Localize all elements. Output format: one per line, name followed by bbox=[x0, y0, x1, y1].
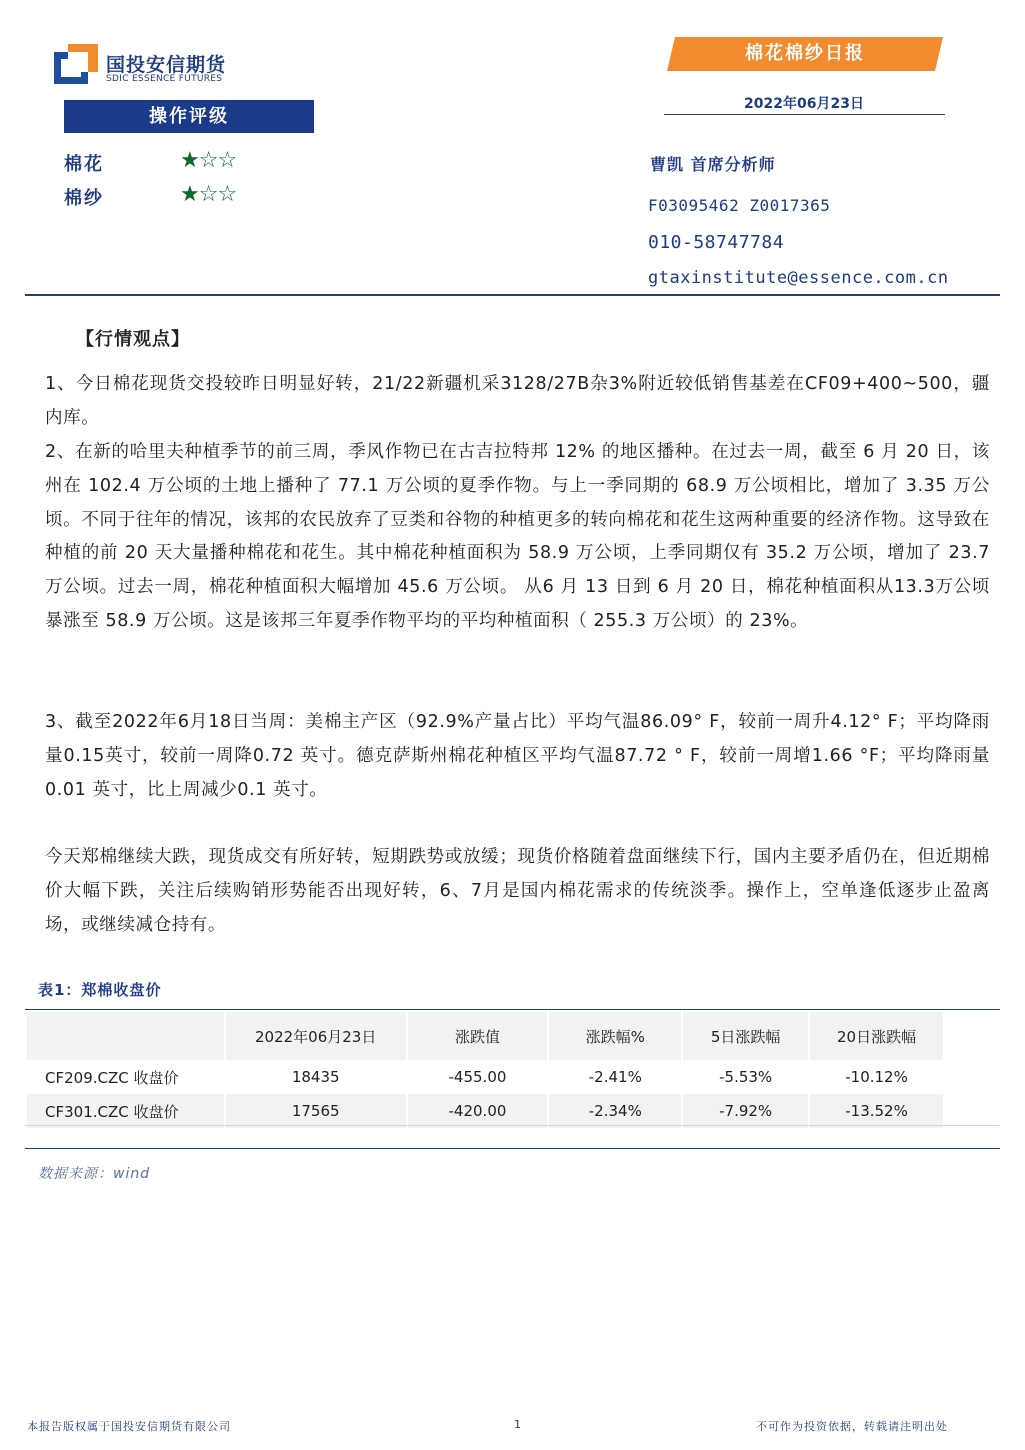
table-cell: CF301.CZC 收盘价 bbox=[27, 1094, 225, 1128]
table-header-row bbox=[27, 1012, 944, 1060]
company-logo-icon bbox=[54, 44, 98, 84]
star-rating-icon: ★☆☆ bbox=[180, 148, 237, 173]
table-header: 2022年06月23日 bbox=[225, 1012, 407, 1060]
section-heading: 【行情观点】 bbox=[76, 329, 190, 350]
rating-row-yarn bbox=[64, 184, 264, 210]
table-cell: 17565 bbox=[225, 1094, 407, 1128]
table-cell: -10.12% bbox=[809, 1060, 944, 1094]
paragraph-2: 2、在新的哈里夫种植季节的前三周，季风作物已在古吉拉特邦 12% 的地区播种。在过去一周，截至 6 月 20 日，该州在 102.4 万公顷的土地上播种了 77.1 万公顷的夏季作物。与上一季同期的 68.9 万公顷相比，增加了 3.35 万公顷。不同于往年的情况，该邦的农民放弃了豆类和谷物的种植更多的转向棉花和花生这两种重要的经济作物。这导致在种植的前 20 天大量播种棉花和花生。其中棉花种植面积为 58.9 万公顷，上季同期仅有 35.2 万公顷，增加了 23.7 万公顷。过去一周，棉花种植面积大幅增加 45.6 万公顷。 从6 月 13 日到 6 月 20 日，棉花种植面积从13.3万公顷暴涨至 58.9 万公顷。这是该邦三年夏季作物平均的平均种植面积（ 255.3 万公顷）的 23%。 bbox=[45, 442, 990, 631]
report-title: 棉花棉纱日报 bbox=[745, 43, 865, 64]
report-date: 2022年06月23日 bbox=[744, 96, 864, 112]
table-row bbox=[27, 1094, 944, 1128]
price-table bbox=[27, 1012, 945, 1128]
table-cell: 18435 bbox=[225, 1060, 407, 1094]
table-cell: CF209.CZC 收盘价 bbox=[27, 1060, 225, 1094]
paragraph-1: 1、今日棉花现货交投较昨日明显好转，21/22新疆机采3128/27B杂3%附近较低销售基差在CF09+400~500，疆内库。 bbox=[45, 374, 990, 428]
table-header bbox=[27, 1012, 225, 1060]
table-cell: -2.34% bbox=[548, 1094, 682, 1128]
analyst-name: 曹凯 首席分析师 bbox=[650, 155, 776, 174]
table-cell: -455.00 bbox=[407, 1060, 549, 1094]
rating-row-cotton bbox=[64, 150, 264, 176]
paragraph-3: 3、截至2022年6月18日当周：美棉主产区（92.9%产量占比）平均气温86.09° F，较前一周升4.12° F；平均降雨量0.15英寸，较前一周降0.72 英寸。德克萨斯州棉花种植区平均气温87.72 ° F，较前一周增1.66 °F；平均降雨量0.01 英寸，比上周减少0.1 英寸。 bbox=[45, 712, 990, 800]
table-top-rule bbox=[25, 1009, 1000, 1010]
rating-title: 操作评级 bbox=[64, 100, 314, 133]
table-cell: -5.53% bbox=[682, 1060, 809, 1094]
rating-name: 棉纱 bbox=[64, 188, 104, 209]
footer-copyright: 本报告版权属于国投安信期货有限公司 bbox=[27, 1420, 231, 1433]
analyst-license: F03095462 Z0017365 bbox=[648, 196, 831, 215]
company-name-cn: 国投安信期货 bbox=[106, 54, 227, 76]
table-header: 20日涨跌幅 bbox=[809, 1012, 944, 1060]
company-name-en: SDIC ESSENCE FUTURES bbox=[106, 74, 223, 84]
footer-disclaimer: 不可作为投资依据，转载请注明出处 bbox=[756, 1420, 948, 1433]
table-bottom-rule bbox=[25, 1125, 1000, 1126]
table-title: 表1：郑棉收盘价 bbox=[38, 981, 162, 999]
data-source: 数据来源：wind bbox=[38, 1166, 151, 1182]
page-number: 1 bbox=[514, 1418, 521, 1431]
table-cell: -7.92% bbox=[682, 1094, 809, 1128]
analyst-email[interactable]: gtaxinstitute@essence.com.cn bbox=[648, 268, 949, 288]
table-header: 涨跌值 bbox=[407, 1012, 549, 1060]
star-rating-icon: ★☆☆ bbox=[180, 182, 237, 207]
table-cell: -420.00 bbox=[407, 1094, 549, 1128]
table-cell: -2.41% bbox=[548, 1060, 682, 1094]
source-divider bbox=[25, 1148, 1000, 1149]
table-row bbox=[27, 1060, 944, 1094]
summary-paragraph: 今天郑棉继续大跌，现货成交有所好转，短期跌势或放缓；现货价格随着盘面继续下行，国内主要矛盾仍在，但近期棉价大幅下跌，关注后续购销形势能否出现好转，6、7月是国内棉花需求的传统淡季。操作上，空单逢低逐步止盈离场，或继续减仓持有。 bbox=[45, 847, 990, 935]
table-header: 5日涨跌幅 bbox=[682, 1012, 809, 1060]
header-divider bbox=[25, 294, 1000, 296]
rating-name: 棉花 bbox=[64, 154, 104, 175]
analyst-phone: 010-58747784 bbox=[648, 232, 785, 253]
date-divider bbox=[664, 114, 945, 115]
table-cell: -13.52% bbox=[809, 1094, 944, 1128]
table-header: 涨跌幅% bbox=[548, 1012, 682, 1060]
